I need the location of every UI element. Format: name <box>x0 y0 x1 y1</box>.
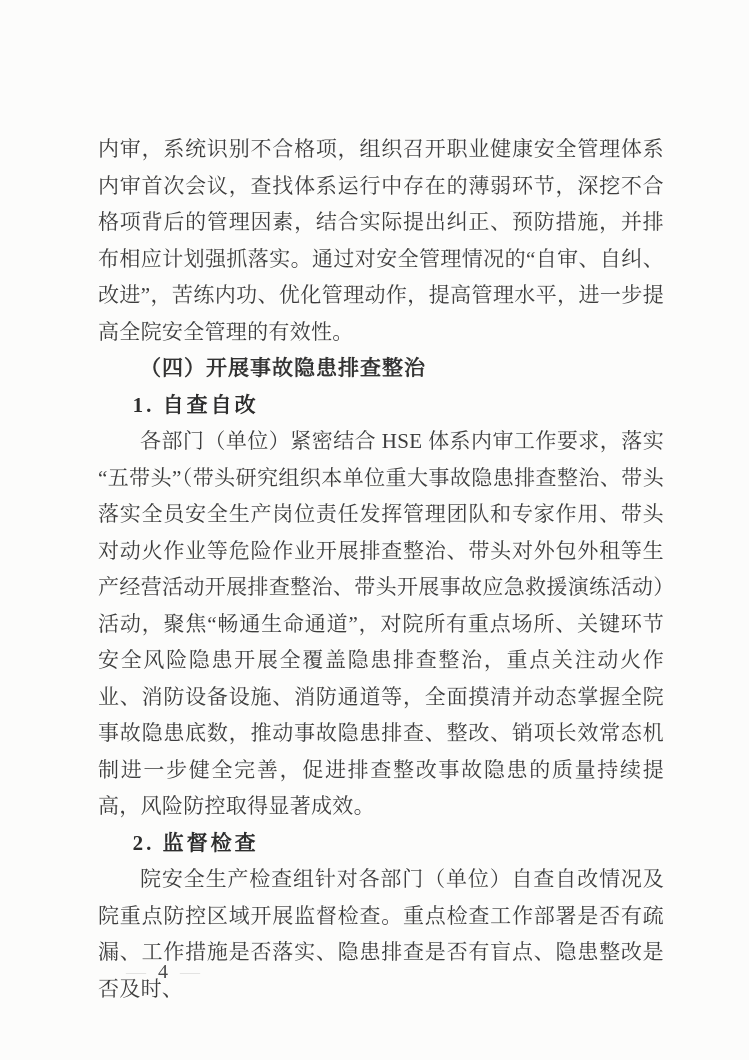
page-content <box>98 131 664 1007</box>
paragraph-hse-internal-audit: 内审，系统识别不合格项，组织召开职业健康安全管理体系内审首次会议，查找体系运行中存在的薄弱环节，深挖不合格项背后的管理因素，结合实际提出纠正、预防措施，并排布相应计划强抓落实。通过对安全管理情况的“自审、自纠、改进”，苦练内功、优化管理动作，提高管理水平，进一步提高全院安全管理的有效性。 <box>98 137 664 344</box>
page-number-value: 4 <box>158 961 170 983</box>
paragraph-self-check-details: 各部门（单位）紧密结合 HSE 体系内审工作要求，落实“五带头”（带头研究组织本单位重大事故隐患排查整治、带头落实全员安全生产岗位责任发挥管理团队和专家作用、带头对动火作业等危险作业开展排查整治、带头对外包外租等生产经营活动开展排查整治、带头开展事故应急救援演练活动）活动，聚焦“畅通生命通道”，对院所有重点场所、关键环节安全风险隐患开展全覆盖隐患排查整治，重点关注动火作业、消防设备设施、消防通道等，全面摸清并动态掌握全院事故隐患底数，推动事故隐患排查、整改、销项长效常态机制进一步健全完善，促进排查整改事故隐患的质量持续提高，风险防控取得显著成效。 <box>98 429 664 818</box>
numbered-heading-supervision: 2. 监督检查 <box>132 830 259 855</box>
paragraph-supervision-details: 院安全生产检查组针对各部门（单位）自查自改情况及院重点防控区域开展监督检查。重点检查工作部署是否有疏漏、工作措施是否落实、隐患排查是否有盲点、隐患整改是否及时、 <box>98 867 664 1001</box>
page-number-dash-left: — <box>126 961 148 983</box>
page-number <box>98 930 202 1014</box>
section-heading-hidden-danger-inspection: （四）开展事故隐患排查整治 <box>140 356 426 380</box>
page-number-dash-right: — <box>180 961 202 983</box>
numbered-heading-self-check: 1. 自查自改 <box>132 392 259 417</box>
